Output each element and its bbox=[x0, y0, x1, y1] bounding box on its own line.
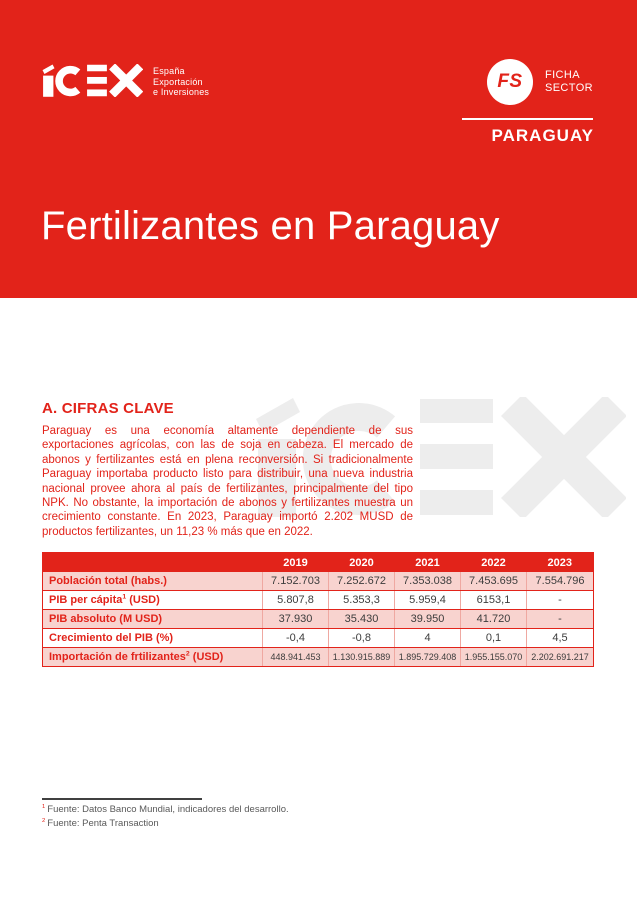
table-row bbox=[43, 591, 594, 610]
tagline-line: Exportación bbox=[153, 76, 203, 87]
footnote-divider bbox=[42, 798, 202, 800]
footnote bbox=[42, 803, 289, 817]
icex-logo-icon bbox=[42, 64, 143, 97]
cell-value: 2.202.691.217 bbox=[527, 648, 594, 667]
row-label: Población total (habs.) bbox=[43, 572, 263, 591]
ficha-sector-badge bbox=[487, 59, 593, 105]
footnote-ref: 1 bbox=[122, 593, 127, 601]
table-header-row bbox=[43, 553, 594, 573]
cell-value: 1.895.729.408 bbox=[395, 648, 461, 667]
table-row bbox=[43, 610, 594, 629]
table-year-header: 2023 bbox=[527, 553, 594, 573]
key-figures-table bbox=[42, 552, 594, 667]
table-body bbox=[43, 572, 594, 667]
cell-value: 7.554.796 bbox=[527, 572, 594, 591]
section-a-paragraph: Paraguay es una economía altamente dependiente de sus exportaciones agrícolas, con las de soja en cabeza. El mercado de abonos y fertilizantes está en plena reconversión. Si tradicionalmente Paraguay importaba producto listo para distribuir, una nueva industria nacional provee ahora al país de fertilizantes, principalmente del tipo NPK. No obstante, la importación de abonos y fertilizantes muestra un crecimiento constante. En 2023, Paraguay importó 2.202 MUSD de productos fertilizantes, un 11,23 % más que en 2022. bbox=[42, 425, 413, 538]
cell-value: 5.959,4 bbox=[395, 591, 461, 610]
row-label: Importación de frtilizantes$^2$ (USD) bbox=[43, 648, 263, 667]
footnote-ref: 2 bbox=[185, 650, 190, 658]
footnote-marker: 1 bbox=[42, 803, 46, 810]
brand-tagline bbox=[153, 66, 209, 98]
cell-value: 41.720 bbox=[461, 610, 527, 629]
table-row bbox=[43, 572, 594, 591]
cell-value: 39.950 bbox=[395, 610, 461, 629]
footnotes bbox=[42, 803, 289, 831]
cell-value: 5.807,8 bbox=[263, 591, 329, 610]
row-label: PIB per cápita$^1$ (USD) bbox=[43, 591, 263, 610]
table-row bbox=[43, 648, 594, 667]
fs-circle-icon: FS bbox=[487, 59, 533, 105]
table-year-header: 2021 bbox=[395, 553, 461, 573]
cell-value: 6153,1 bbox=[461, 591, 527, 610]
cell-value: -0,4 bbox=[263, 629, 329, 648]
cell-value: 4,5 bbox=[527, 629, 594, 648]
cell-value: 35.430 bbox=[329, 610, 395, 629]
ficha-sector-label-line: FICHA bbox=[544, 69, 580, 81]
page-title: Fertilizantes en Paraguay bbox=[41, 204, 500, 248]
table-year-header: 2022 bbox=[461, 553, 527, 573]
cell-value: 4 bbox=[395, 629, 461, 648]
cell-value: 448.941.453 bbox=[263, 648, 329, 667]
ficha-sector-label-line: SECTOR bbox=[544, 82, 593, 94]
footnote bbox=[42, 817, 289, 831]
table-corner-cell bbox=[43, 553, 263, 573]
cell-value: 7.152.703 bbox=[263, 572, 329, 591]
cell-value: 1.130.915.889 bbox=[329, 648, 395, 667]
cell-value: - bbox=[527, 610, 594, 629]
table-row bbox=[43, 629, 594, 648]
cell-value: 37.930 bbox=[263, 610, 329, 629]
row-label: PIB absoluto (M USD) bbox=[43, 610, 263, 629]
row-label: Crecimiento del PIB (%) bbox=[43, 629, 263, 648]
cell-value: 0,1 bbox=[461, 629, 527, 648]
key-figures-table-wrap bbox=[42, 552, 594, 667]
cell-value: 5.353,3 bbox=[329, 591, 395, 610]
tagline-line: e Inversiones bbox=[153, 87, 210, 97]
footnote-text: Fuente: Penta Transaction bbox=[47, 818, 159, 829]
section-a-heading: A. CIFRAS CLAVE bbox=[42, 400, 174, 417]
ficha-sector-label bbox=[545, 69, 593, 95]
table-year-header: 2020 bbox=[329, 553, 395, 573]
cell-value: - bbox=[527, 591, 594, 610]
country-label: PARAGUAY bbox=[491, 126, 594, 145]
cell-value: 7.353.038 bbox=[395, 572, 461, 591]
header-divider bbox=[462, 118, 593, 120]
table-year-header: 2019 bbox=[263, 553, 329, 573]
cell-value: -0,8 bbox=[329, 629, 395, 648]
cell-value: 7.252.672 bbox=[329, 572, 395, 591]
footnote-marker: 2 bbox=[42, 817, 46, 824]
cell-value: 1.955.155.070 bbox=[461, 648, 527, 667]
hero-banner bbox=[0, 0, 637, 298]
footnote-text: Fuente: Datos Banco Mundial, indicadores del desarrollo. bbox=[47, 804, 289, 815]
tagline-line: España bbox=[153, 66, 185, 76]
cell-value: 7.453.695 bbox=[461, 572, 527, 591]
